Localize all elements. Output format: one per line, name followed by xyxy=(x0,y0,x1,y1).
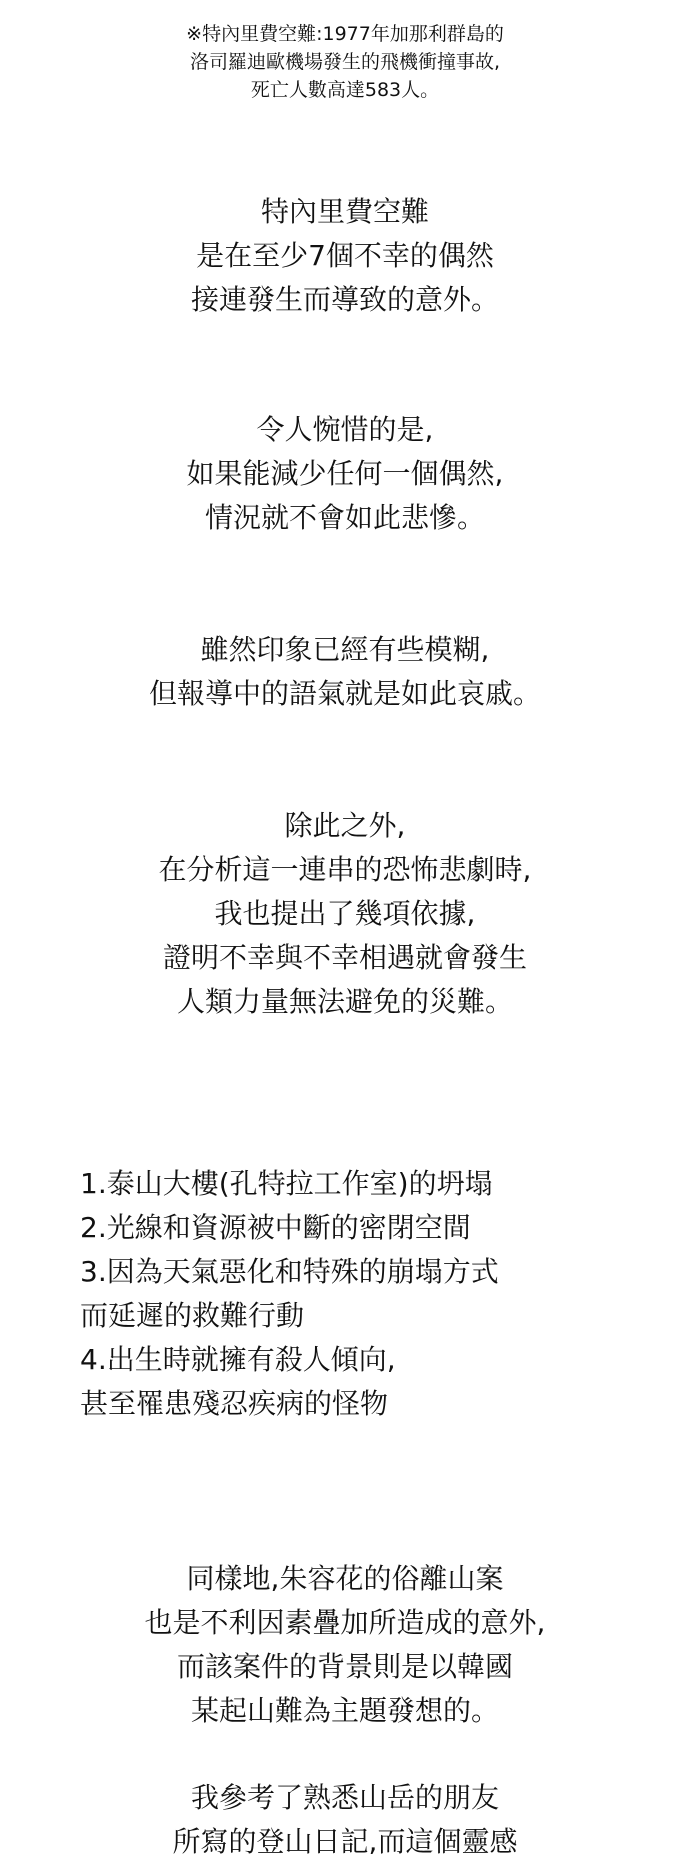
footnote-line: 死亡人數高達583人。 xyxy=(250,79,440,101)
footnote-line: ※特內里費空難:1977年加那利群島的 xyxy=(186,23,504,45)
footnote-line: 洛司羅迪歐機場發生的飛機衝撞事故, xyxy=(189,51,501,73)
text-line: 接連發生而導致的意外。 xyxy=(190,283,499,316)
list-item: 甚至罹患殘忍疾病的怪物 xyxy=(80,1387,389,1420)
list-item: 4.出生時就擁有殺人傾向, xyxy=(80,1343,396,1376)
list-item: 3.因為天氣惡化和特殊的崩塌方式 xyxy=(80,1255,499,1288)
text-line: 所寫的登山日記,而這個靈感 xyxy=(172,1825,518,1858)
text-line: 情況就不會如此悲慘。 xyxy=(204,501,485,534)
text-line: 特內里費空難 xyxy=(260,195,429,228)
text-line: 也是不利因素疊加所造成的意外, xyxy=(144,1606,546,1639)
text-line: 在分析這一連串的恐怖悲劇時, xyxy=(158,853,532,886)
text-line: 除此之外, xyxy=(284,809,406,842)
text-line: 我也提出了幾項依據, xyxy=(214,897,476,930)
text-line: 人類力量無法避免的災難。 xyxy=(176,985,513,1018)
list-item: 而延遲的救難行動 xyxy=(80,1299,305,1332)
paragraph-songnisan xyxy=(0,1557,690,1733)
text-line: 證明不幸與不幸相遇就會發生 xyxy=(162,941,527,974)
footnote-tenerife xyxy=(0,20,690,104)
text-line: 某起山難為主題發想的。 xyxy=(190,1694,499,1727)
text-line: 而該案件的背景則是以韓國 xyxy=(176,1650,513,1683)
numbered-list xyxy=(80,1162,680,1426)
text-line: 雖然印象已經有些模糊, xyxy=(200,633,490,666)
text-line: 如果能減少任何一個偶然, xyxy=(186,457,504,490)
text-line: 同樣地,朱容花的俗離山案 xyxy=(186,1562,504,1595)
paragraph-tenerife xyxy=(0,190,690,322)
text-line: 是在至少7個不幸的偶然 xyxy=(196,239,494,272)
text-line: 但報導中的語氣就是如此哀戚。 xyxy=(148,677,541,710)
paragraph-diary xyxy=(0,1776,690,1864)
list-item: 2.光線和資源被中斷的密閉空間 xyxy=(80,1211,471,1244)
paragraph-memory xyxy=(0,628,690,716)
text-line: 令人惋惜的是, xyxy=(256,413,434,446)
paragraph-regret xyxy=(0,408,690,540)
text-line: 我參考了熟悉山岳的朋友 xyxy=(190,1781,499,1814)
list-item: 1.泰山大樓(孔特拉工作室)的坍塌 xyxy=(80,1167,493,1200)
paragraph-analysis xyxy=(0,804,690,1024)
